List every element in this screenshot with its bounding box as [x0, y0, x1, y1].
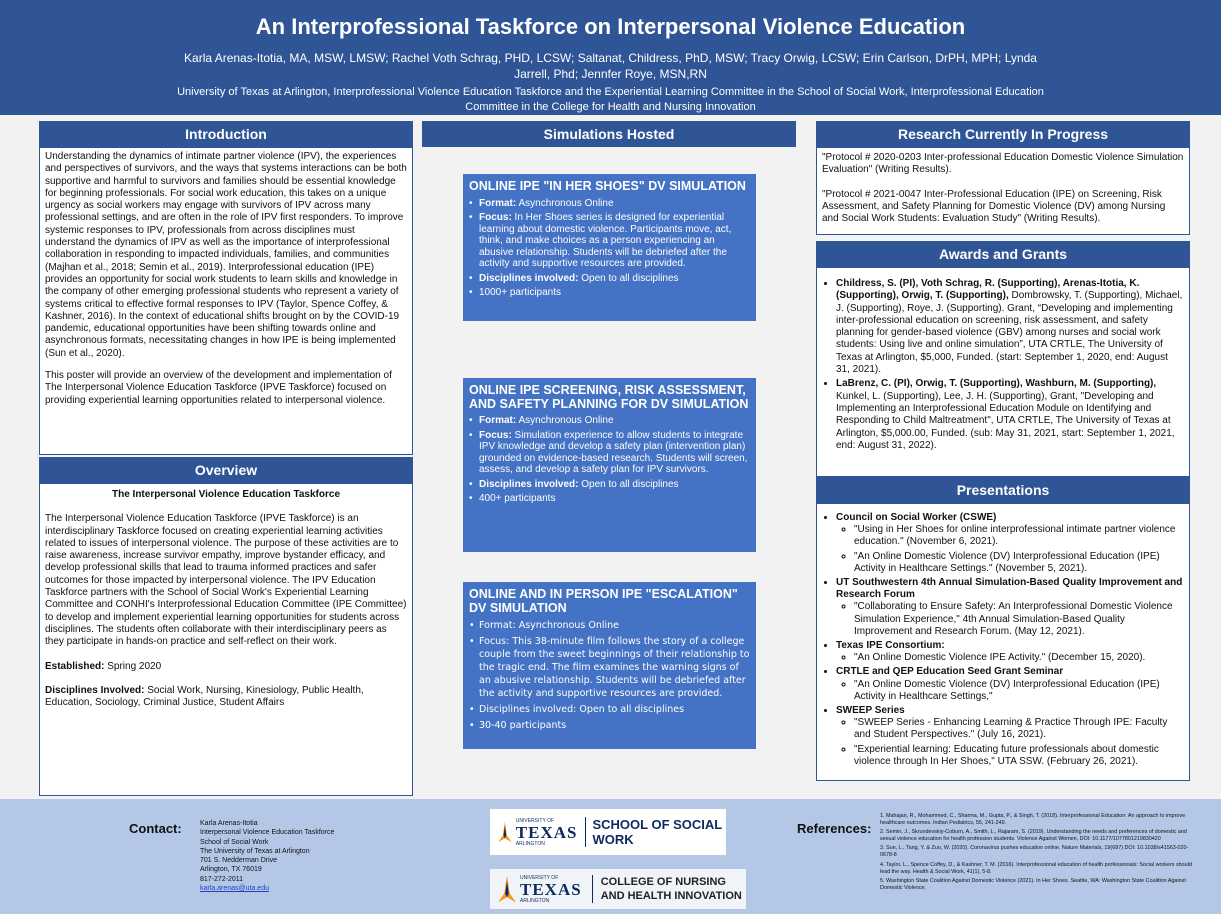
- introduction-paragraph-1: Understanding the dynamics of intimate partner violence (IPV), the experiences and perspectives of survivors, and the ways that systems interactions can be both supportive and harmful to survivors and families should be essential knowledge for beginning professionals. For social work education, this takes on a unique urgency as social workers may engage with survivors of IPV across many professional settings, and are often in the role of IPV first responders. To improve systemic responses to IPV, professionals from across disciplines must understand the dynamics of IPV as well as the importance of interprofessional collaboration in responding to impacted individuals, families, and communities (Majhan et al., 2018; Semin et al., 2019). Interprofessional education (IPE) provides an opportunity for social work students to learn skills and knowledge in the company of other emerging professional students who represent a variety of systems critical to effective formal responses to IPV (Taylor, Spence Coffey, & Kashner, 2016). In the context of educational shifts brought on by the COVID-19 pandemic, educational opportunities have been shifting towards online and asynchronous formats, necessitating changes in how IPE is being implemented (Sun et al., 2020).: [45, 151, 407, 359]
- presentation-venue: Texas IPE Consortium:: [836, 640, 945, 652]
- presentation-group: [836, 512, 1184, 575]
- left-column: [39, 121, 413, 796]
- contact-line: 817-272-2011: [200, 875, 244, 883]
- simulation-format: • Format: Asynchronous Online: [479, 619, 750, 632]
- references-label: References:: [797, 821, 872, 836]
- presentation-item: ◦ "SWEEP Series - Enhancing Learning & Practice Through IPE: Faculty and Student Perspectives." (July 16, 2021).: [854, 717, 1184, 741]
- simulation-participants: • 1000+ participants: [479, 287, 750, 299]
- simulation-disciplines: [479, 273, 750, 285]
- reference-item: 4. Taylor, L., Spence Coffey, D., & Kashner, T. M. (2016). Interprofessional education of health professionals: Social workers should lead the way. Health & Social Work, 41(1), 5-8.: [880, 861, 1192, 875]
- presentation-group: [836, 666, 1184, 703]
- contact-line: 701 S. Nedderman Drive: [200, 857, 278, 865]
- format-label: Format:: [479, 197, 517, 209]
- format-label: Format:: [479, 415, 517, 426]
- uta-small-text: ARLINGTON: [515, 840, 545, 847]
- award-authors: LaBrenz, C. (PI), Orwig, T. (Supporting), Washburn, M. (Supporting),: [836, 378, 1157, 390]
- uta-big-text: TEXAS: [520, 879, 582, 899]
- research-body: [816, 147, 1190, 235]
- contact-block: [200, 819, 334, 893]
- awards-body: [816, 267, 1190, 477]
- contact-line: Interpersonal Violence Education Taskforce: [200, 829, 335, 837]
- simulation-focus: • Focus: This 38-minute film follows the story of a college couple from the sweet beginnings of their relationship to the tragic end. The film examines the warning signs of an abusive relationship. Students will be debriefed after the activity and supportive resources are provided.: [479, 635, 750, 700]
- research-item: "Protocol # 2020-0203 Inter-professional Education Domestic Violence Simulation Evaluation" (Writing Results).: [822, 152, 1184, 176]
- awards-list: [822, 278, 1184, 452]
- nursing-unit-line: AND HEALTH INNOVATION: [600, 890, 742, 902]
- simulation-participants: • 30-40 participants: [479, 719, 750, 732]
- awards-heading: Awards and Grants: [816, 241, 1190, 267]
- disciplines-label: Disciplines involved:: [479, 478, 579, 490]
- contact-line: Karla Arenas-Itotia: [200, 820, 258, 827]
- poster-authors: Karla Arenas-Itotia, MA, MSW, LMSW; Rachel Voth Schrag, PHD, LCSW; Saltanat, Childress, PhD, MSW; Tracy Orwig, LCSW; Erin Carlson, DrPH, MPH; Lynda Jarrell, Phd; Jennfer Roye, MSN,RN: [184, 51, 1037, 81]
- award-details: Dombrowsky, T. (Supporting), Michael, J. (Supporting), Roye, J. (Supporting). Grant, “Developing and implementing inter-professional education on screening, risk assessment, and safety planning for gender-based violence (GBV) among nurses and social work students: Using live and online simulation”, UTA CRTLE, The University of Texas at Arlington, $5,000, Funded. (start: September 1, 2020, end: August 31, 2021).: [836, 290, 1183, 376]
- uta-wordmark: [520, 875, 582, 904]
- simulation-title: ONLINE AND IN PERSON IPE "ESCALATION" DV SIMULATION: [469, 587, 738, 615]
- overview-paragraph: The Interpersonal Violence Education Taskforce (IPVE Taskforce) is an interdisciplinary Taskforce focused on creating experiential learning activities related to issues of interpersonal violence. The purpose of these activities are to raise awareness, increase survivor empathy, improve bystander efficacy, and develop professional skills that lead to trauma informed practices and safer outcomes for those impacted by interpersonal violence. The IPV Education Taskforce partners with the School of Social Work's Experiential Learning Committee and CONHI's Interprofessional Education Committee (IPE Committee) to develop and implement experiential learning opportunities for students across disciplines. The students often collaborate with their interdisciplinary peers as they participate in hands-on practice and self-reflect on their work.: [45, 513, 407, 648]
- poster-title: An Interprofessional Taskforce on Interpersonal Violence Education: [255, 14, 966, 39]
- uta-nursing-logo: [490, 869, 746, 909]
- overview-body: [39, 483, 413, 796]
- award-item: [836, 278, 1184, 376]
- uta-star-icon: [498, 875, 516, 903]
- reference-item: 5. Washington State Coalition Against Domestic Violence (2021). In Her Shoes. Seattle, WA: Washington State Coalition Against Domestic Violence.: [880, 877, 1186, 891]
- simulation-disciplines: • Disciplines involved: Open to all disciplines: [479, 703, 750, 716]
- award-item: [836, 378, 1184, 452]
- presentation-item: ◦ "Experiential learning: Educating future professionals about domestic violence through In Her Shoes," UTA SSW. (February 26, 2021).: [854, 744, 1184, 768]
- simulation-participants: • 400+ participants: [479, 493, 750, 505]
- uta-star-icon: [498, 818, 512, 846]
- simulations-heading: Simulations Hosted: [422, 121, 796, 147]
- format-value: Asynchronous Online: [516, 197, 614, 209]
- simulation-title: ONLINE IPE SCREENING, RISK ASSESSMENT, AND SAFETY PLANNING FOR DV SIMULATION: [469, 383, 749, 411]
- focus-value: In Her Shoes series is designed for experiential learning about domestic violence. Participants move, act, think, and make choices as a person experiencing an abusive relationship. Students will be debriefed after the activity and supportive resources are provided.: [479, 212, 732, 269]
- simulation-card: [463, 174, 756, 321]
- reference-item: 3. Sun, L., Tang, Y. & Zuo, W. (2020). Coronavirus pushes education online. Nature Materials, 19(687) DOI: 10.1038/s41563-020-0678-8: [880, 845, 1189, 859]
- simulation-details: [469, 198, 750, 299]
- presentation-item: ◦ "An Online Domestic Violence IPE Activity." (December 15, 2020).: [854, 652, 1184, 664]
- presentation-venue: SWEEP Series: [836, 705, 905, 717]
- presentations-body: [816, 503, 1190, 781]
- presentation-venue: CRTLE and QEP Education Seed Grant Seminar: [836, 666, 1064, 678]
- references-list: [880, 813, 1200, 894]
- presentation-group: [836, 577, 1184, 638]
- presentation-group: [836, 705, 1184, 768]
- focus-label: Focus:: [479, 429, 512, 441]
- presentation-sublist: [836, 717, 1184, 768]
- simulation-disciplines: [479, 479, 750, 491]
- presentation-sublist: [836, 679, 1184, 703]
- disciplines-label: Disciplines involved:: [479, 272, 579, 284]
- presentation-group: [836, 640, 1184, 664]
- contact-line: School of Social Work: [200, 838, 269, 846]
- contact-email-link[interactable]: karla.arenas@uta.edu: [200, 885, 269, 893]
- award-authors: Childress, S. (PI), Voth Schrag, R. (Supporting), Arenas-Itotia, K. (Supporting), Orwig, T. (Supporting),: [836, 278, 1140, 302]
- presentation-sublist: [836, 524, 1184, 575]
- presentation-item: ◦ "An Online Domestic Violence (DV) Interprofessional Education (IPE) Activity in Healthcare Settings,": [854, 679, 1184, 703]
- presentations-heading: Presentations: [816, 477, 1190, 503]
- uta-small-text: UNIVERSITY OF: [515, 817, 555, 824]
- disciplines-value: Open to all disciplines: [578, 478, 679, 490]
- uta-social-work-logo: [490, 809, 726, 855]
- poster-header: [0, 0, 1221, 115]
- right-column: [816, 121, 1190, 781]
- simulation-format: [479, 415, 750, 427]
- award-details: Kunkel, L. (Supporting), Lee, J. H. (Supporting), Grant, "Developing and Implementing an Interprofessional Education Module on Identifying and Responding to Child Maltreatment", UTA CRTLE, The University of Texas at Arlington, $5,000.00, Funded. (sub: May 31, 2021, start: September 1, 2021, end: August 31, 2022).: [836, 390, 1175, 451]
- simulation-card: [463, 582, 756, 749]
- simulation-details: [469, 415, 750, 505]
- nursing-unit-line: COLLEGE OF NURSING: [600, 876, 726, 888]
- contact-line: Arlington, TX 76019: [200, 866, 262, 874]
- uta-small-text: UNIVERSITY OF: [520, 874, 559, 881]
- research-heading: Research Currently In Progress: [816, 121, 1190, 147]
- introduction-heading: Introduction: [39, 121, 413, 147]
- poster-affiliation: University of Texas at Arlington, Interprofessional Violence Education Taskforce and the Experiential Learning Committee in the School of Social Work, Interprofessional Education Committee in the College for Health and Nursing Innovation: [177, 86, 1044, 113]
- simulation-title: ONLINE IPE "IN HER SHOES" DV SIMULATION: [469, 179, 746, 193]
- simulation-focus: [479, 212, 750, 270]
- presentation-sublist: [836, 652, 1184, 664]
- presentations-list: [822, 512, 1184, 768]
- uta-small-text: ARLINGTON: [520, 897, 550, 904]
- simulation-format: [479, 198, 750, 210]
- disciplines-line: [45, 685, 407, 710]
- established-line: [45, 661, 407, 673]
- simulation-focus: [479, 430, 750, 476]
- format-value: Asynchronous Online: [516, 415, 614, 426]
- simulation-card: [463, 378, 756, 552]
- presentation-item: ◦ "Collaborating to Ensure Safety: An Interprofessional Domestic Violence Simulation Experience," 4th Annual Simulation-Based Quality Improvement and Research Forum. (May 12, 2021).: [854, 601, 1184, 638]
- poster-footer: [0, 799, 1221, 914]
- reference-item: 2. Semin, J., Skrundevskiy-Coburn, A., Smith, L., Rajaram, S. (2019). Understanding the needs and preferences of domestic and sexual violence education for health profession students. Violence Against Women, DOI: 10.1177/1077801219830420: [880, 829, 1187, 843]
- introduction-body: [39, 147, 413, 455]
- disciplines-value: Open to all disciplines: [578, 272, 679, 284]
- nursing-unit-name: [592, 875, 742, 903]
- overview-heading: Overview: [39, 457, 413, 483]
- contact-label: Contact:: [129, 821, 182, 836]
- disciplines-value: Social Work, Nursing, Kinesiology, Public Health, Education, Sociology, Criminal Justice, Student Affairs: [45, 684, 364, 709]
- uta-big-text: TEXAS: [515, 822, 578, 842]
- focus-label: Focus:: [479, 212, 512, 223]
- presentation-venue: Council on Social Worker (CSWE): [836, 512, 997, 523]
- contact-line: The University of Texas at Arlington: [200, 847, 310, 855]
- uta-wordmark: [516, 818, 578, 847]
- simulation-details: [469, 619, 750, 732]
- disciplines-label: Disciplines Involved:: [45, 684, 145, 696]
- introduction-paragraph-2: This poster will provide an overview of the development and implementation of The Interpersonal Violence Education Taskforce (IPVE Taskforce) focused on providing experiential learning opportunities related to interpersonal violence.: [45, 370, 392, 406]
- overview-subtitle: The Interpersonal Violence Education Taskforce: [111, 489, 341, 500]
- presentation-item: ◦ "An Online Domestic Violence (DV) Interprofessional Education (IPE) Activity in Healthcare Settings." (November 5, 2021).: [854, 551, 1184, 575]
- established-label: Established:: [45, 660, 105, 672]
- middle-column: [422, 121, 796, 147]
- presentation-item: ◦ "Using in Her Shoes for online interprofessional intimate partner violence education." (November 6, 2021).: [854, 524, 1184, 548]
- reference-item: 1. Mahajan, R., Mohammed, C., Sharma, M., Gupta, P., & Singh, T. (2018). Interprofessional Education: An approach to improve healthcare outcomes. Indian Pediatrics, 55, 241-249.: [880, 813, 1186, 827]
- school-unit-name: SCHOOL OF SOCIAL WORK: [585, 817, 726, 847]
- presentation-venue: UT Southwestern 4th Annual Simulation-Based Quality Improvement and Research Forum: [836, 577, 1183, 601]
- focus-value: Simulation experience to allow students to integrate IPV knowledge and develop a safety plan (intervention plan) grounded on evidence-based research. Students will screen, assess, and develop a safety plan for IPV survivors.: [479, 429, 748, 475]
- research-item: "Protocol # 2021-0047 Inter-Professional Education (IPE) on Screening, Risk Assessment, and Safety Planning for Domestic Violence (DV) among Nursing and Social Work Students: Evaluation Study" (Writing Results).: [822, 188, 1166, 225]
- presentation-sublist: [836, 601, 1184, 638]
- established-value: Spring 2020: [104, 660, 162, 672]
